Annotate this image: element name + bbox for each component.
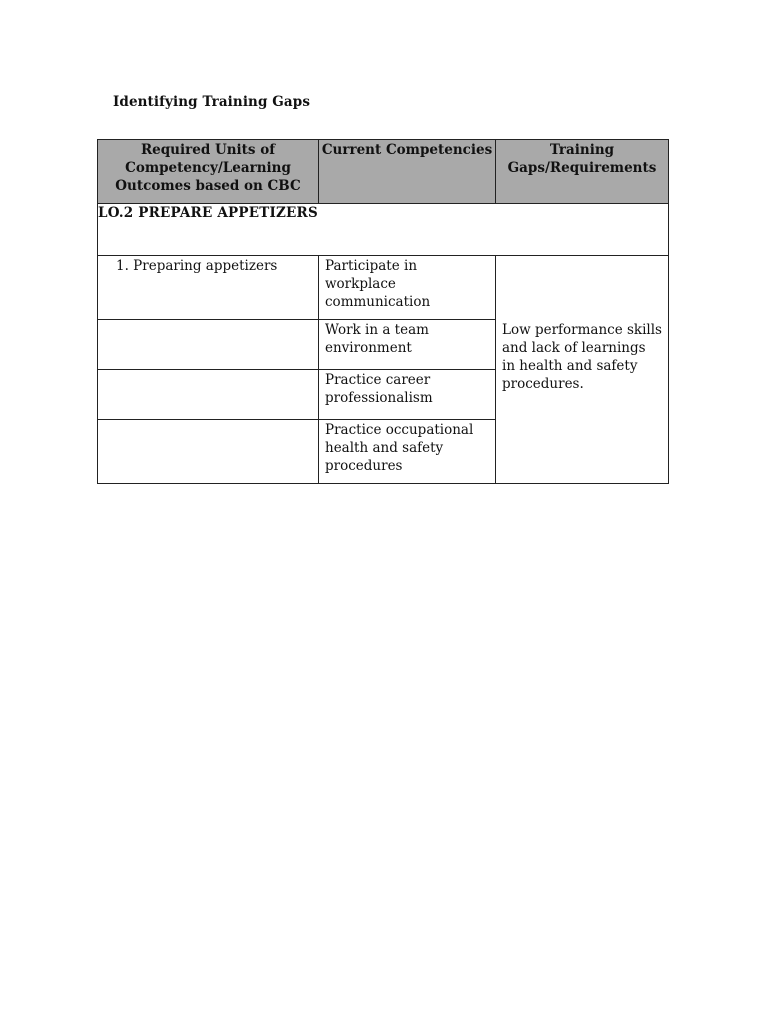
- training-gaps-table: [97, 139, 669, 484]
- training-gap-text: Low performance skills and lack of learnings in health and safety procedures.: [502, 321, 662, 392]
- training-gap-cell: [496, 256, 669, 484]
- header-training-gaps: Training Gaps/Requirements: [496, 140, 669, 204]
- header-current-competencies: Current Competencies: [319, 140, 496, 204]
- section-row: [98, 204, 669, 256]
- table-header-row: [98, 140, 669, 204]
- competency-cell: Practice occupational health and safety procedures: [319, 420, 496, 484]
- page-title: Identifying Training Gaps: [113, 94, 311, 110]
- competency-cell: Participate in workplace communication: [319, 256, 496, 320]
- competency-cell: Work in a team environment: [319, 320, 496, 370]
- unit-cell-empty: [98, 420, 319, 484]
- header-required-units: Required Units of Competency/Learning Outcomes based on CBC: [98, 140, 319, 204]
- unit-cell: 1. Preparing appetizers: [98, 256, 319, 320]
- unit-cell-empty: [98, 320, 319, 370]
- unit-cell-empty: [98, 370, 319, 420]
- section-label: LO.2 PREPARE APPETIZERS: [98, 204, 669, 256]
- competency-cell: Practice career professionalism: [319, 370, 496, 420]
- table-row: [98, 256, 669, 320]
